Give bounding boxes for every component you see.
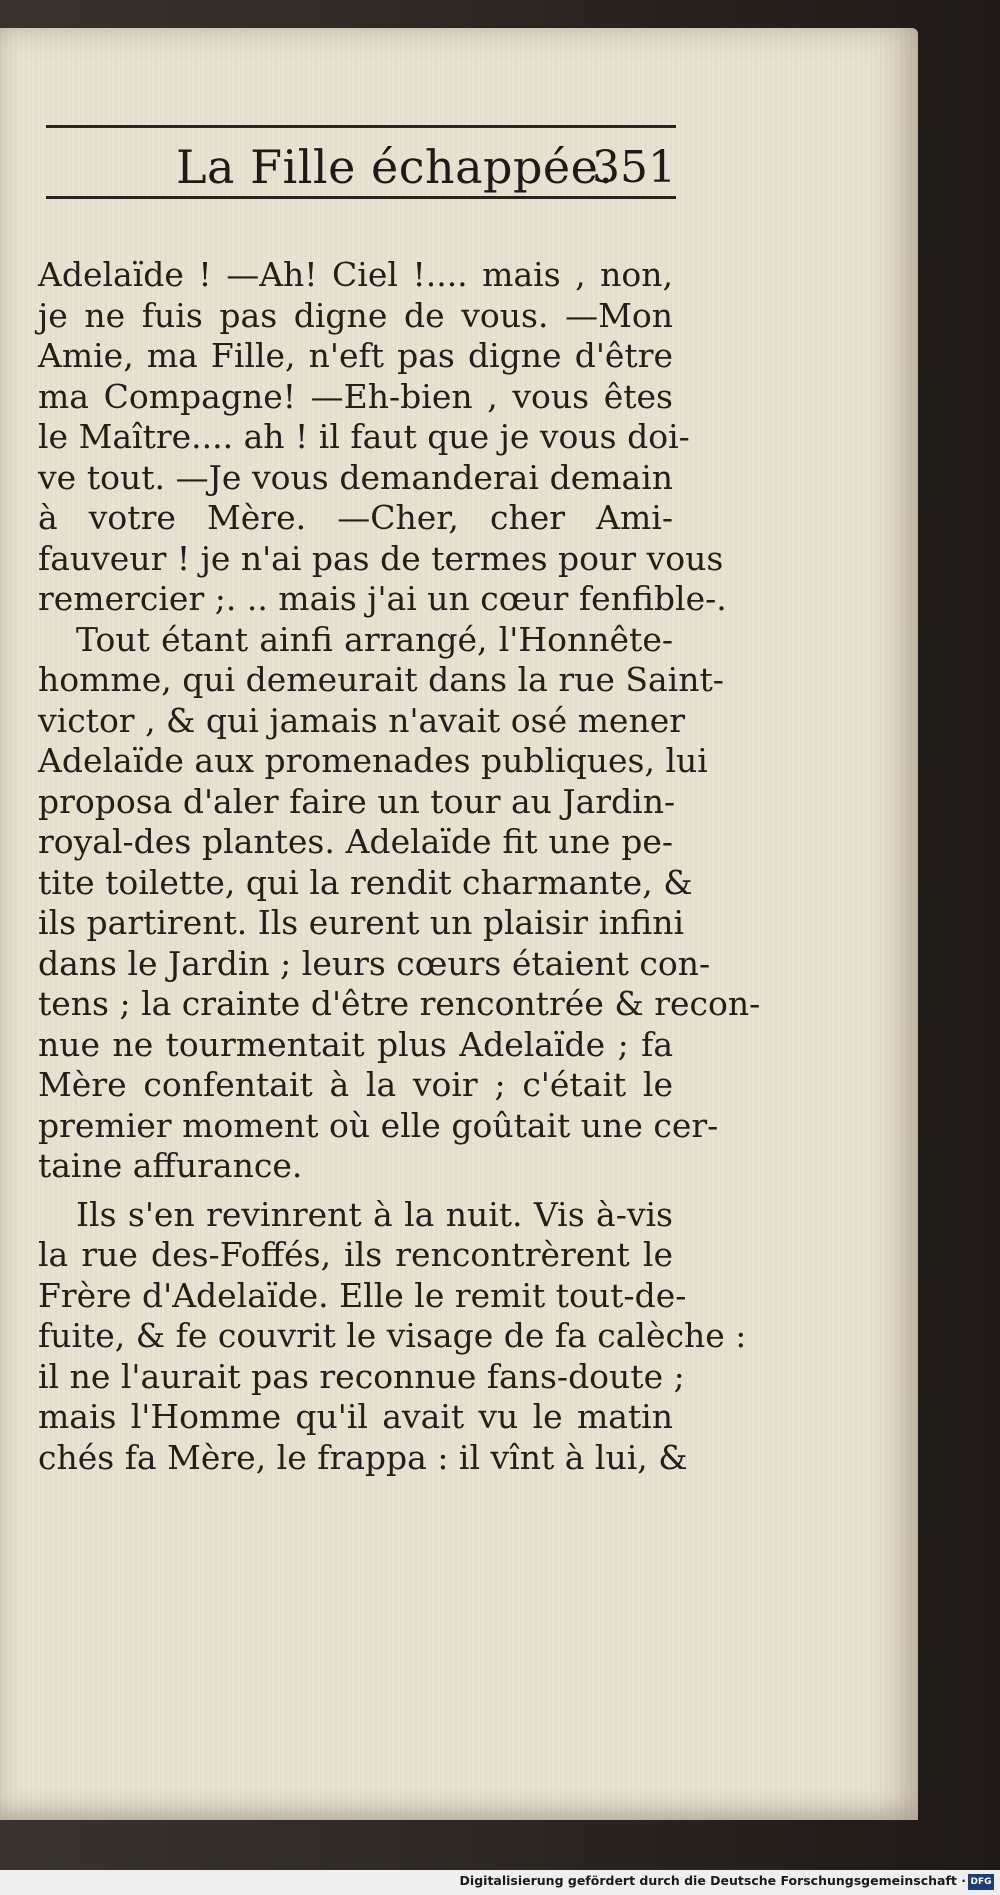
text-line: remercier ;. .. mais j'ai un cœur fenfible-.: [38, 579, 727, 618]
paragraph-gap: [38, 1187, 673, 1195]
text-line: fuite, & fe couvrit le visage de fa calèche :: [38, 1316, 747, 1355]
text-line: Mère confentait à la voir ; c'était le: [38, 1065, 673, 1104]
header-rule-bottom: [46, 196, 676, 199]
text-line: mais l'Homme qu'il avait vu le matin: [38, 1397, 673, 1436]
text-line: dans le Jardin ; leurs cœurs étaient con-: [38, 943, 711, 983]
dfg-logo-icon: DFG: [968, 1874, 994, 1890]
text-line: victor , & qui jamais n'avait osé mener: [38, 700, 686, 740]
text-line: je ne fuis pas digne de vous. —Mon: [38, 295, 673, 335]
text-line-paragraph-start: Tout étant ainfi arrangé, l'Honnête-: [76, 619, 673, 659]
text-line: le Maître.... ah ! il faut que je vous doi-: [38, 417, 690, 456]
text-line: Adelaïde ! —Ah! Ciel !.... mais , non,: [38, 255, 673, 294]
text-line: homme, qui demeurait dans la rue Saint-: [38, 660, 724, 699]
text-line: chés fa Mère, le frappa : il vînt à lui, &: [38, 1437, 688, 1477]
text-line: premier moment où elle goûtait une cer-: [38, 1105, 719, 1145]
text-line: à votre Mère. —Cher, cher Ami-: [38, 498, 673, 537]
text-line: il ne l'aurait pas reconnue fans-doute ;: [38, 1356, 685, 1396]
text-line: Adelaïde aux promenades publiques, lui: [38, 741, 708, 780]
text-line: ve tout. —Je vous demanderai demain: [38, 457, 673, 497]
running-head: [46, 140, 676, 196]
text-line-paragraph-end: taine affurance.: [38, 1146, 303, 1185]
text-line: ils partirent. Ils eurent un plaisir infini: [38, 903, 685, 942]
body-text: [38, 255, 761, 1478]
header-rule-top: [46, 125, 676, 128]
text-line: tite toilette, qui la rendit charmante, &: [38, 862, 693, 902]
digitization-footer: [0, 1870, 1000, 1895]
text-line: royal-des plantes. Adelaïde fit une pe-: [38, 822, 673, 861]
page-number: 351: [592, 142, 676, 193]
text-line: la rue des-Foffés, ils rencontrèrent le: [38, 1235, 673, 1274]
running-head-title: La Fille échappée.: [176, 140, 614, 194]
text-line: fauveur ! je n'ai pas de termes pour vous: [38, 538, 724, 578]
funding-credit: Digitalisierung gefördert durch die Deutsche Forschungsgemeinschaft ·: [459, 1873, 966, 1888]
text-line: proposa d'aler faire un tour au Jardin-: [38, 781, 676, 821]
text-line-paragraph-start: Ils s'en revinrent à la nuit. Vis à-vis: [76, 1194, 673, 1234]
text-line: Amie, ma Fille, n'eft pas digne d'être: [38, 336, 673, 375]
text-line: Frère d'Adelaïde. Elle le remit tout-de-: [38, 1275, 687, 1315]
text-line: ma Compagne! —Eh-bien , vous êtes: [38, 376, 673, 416]
text-line: nue ne tourmentait plus Adelaïde ; fa: [38, 1024, 673, 1064]
text-line: tens ; la crainte d'être rencontrée & recon-: [38, 984, 761, 1023]
